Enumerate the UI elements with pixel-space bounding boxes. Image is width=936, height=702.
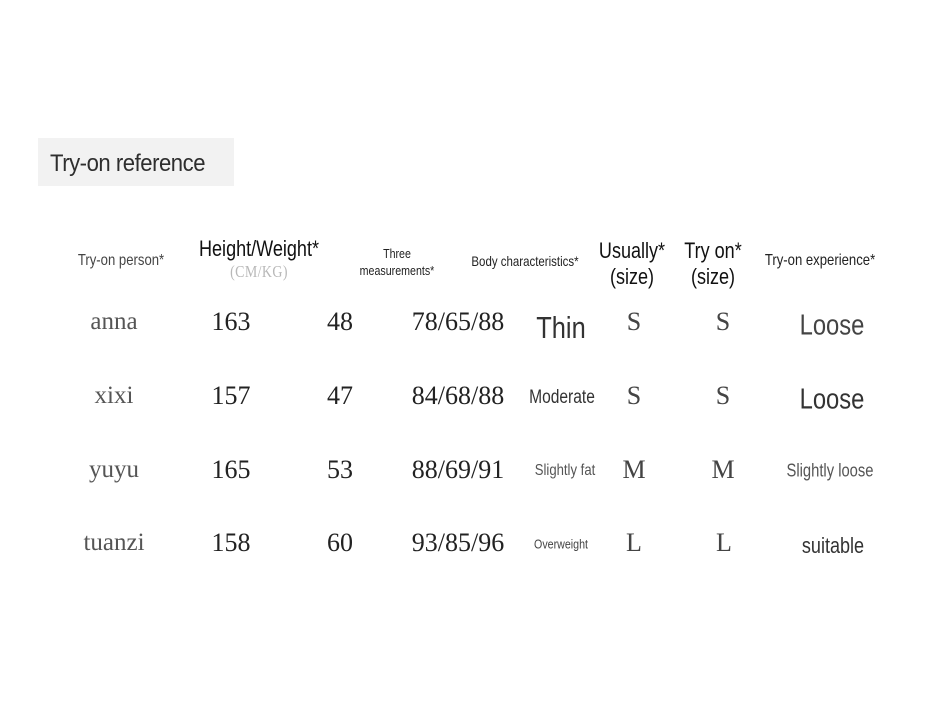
cell-experience: Loose [799, 309, 865, 342]
cell-measurements: 93/85/96 [411, 528, 505, 557]
cell-measurements: 84/68/88 [411, 381, 505, 410]
header-body-characteristics-label: Body characteristics* [471, 253, 579, 269]
header-try-on-person-label: Try-on person* [77, 252, 165, 269]
header-usually-size [599, 238, 665, 290]
header-height-weight-unit: (CM/KG) [230, 262, 288, 281]
header-try-on-size [684, 238, 741, 290]
cell-try-on-size: S [715, 307, 731, 336]
cell-name: xixi [94, 382, 134, 409]
header-try-on-experience [765, 252, 875, 270]
header-try-on-line1: Try on* [684, 238, 742, 263]
cell-weight: 53 [327, 455, 353, 484]
cell-body: Moderate [529, 387, 595, 408]
header-usually-line2: (size) [609, 264, 655, 289]
header-try-on-person [78, 252, 164, 270]
cell-measurements: 88/69/91 [411, 455, 505, 484]
header-height-weight-label: Height/Weight* [198, 236, 320, 261]
cell-experience: Slightly loose [786, 460, 874, 481]
cell-name: tuanzi [83, 529, 145, 556]
cell-height: 165 [211, 455, 251, 484]
cell-try-on-size: S [715, 381, 731, 410]
cell-body: Overweight [534, 536, 588, 552]
cell-body: Thin [536, 310, 586, 345]
cell-measurements: 78/65/88 [411, 307, 505, 336]
cell-try-on-size: L [716, 528, 732, 557]
cell-body: Slightly fat [534, 462, 596, 479]
cell-weight: 60 [327, 528, 353, 557]
cell-name: yuyu [89, 456, 139, 483]
header-three-measurements [360, 245, 435, 279]
cell-weight: 48 [327, 307, 353, 336]
header-three-line2: measurements* [359, 263, 435, 278]
cell-usually-size: S [626, 381, 642, 410]
cell-height: 158 [211, 528, 251, 557]
header-body-characteristics [471, 253, 578, 269]
cell-height: 163 [211, 307, 251, 336]
page-title: Try-on reference [50, 150, 206, 177]
header-three-line1: Three [383, 246, 411, 261]
cell-try-on-size: M [711, 455, 735, 484]
header-try-on-experience-label: Try-on experience* [764, 252, 876, 269]
cell-experience: suitable [801, 533, 865, 558]
header-try-on-line2: (size) [690, 264, 736, 289]
header-height-weight [199, 236, 319, 282]
cell-usually-size: L [626, 528, 642, 557]
header-usually-line1: Usually* [598, 238, 666, 263]
cell-usually-size: S [626, 307, 642, 336]
cell-height: 157 [211, 381, 251, 410]
cell-name: anna [90, 308, 138, 335]
cell-weight: 47 [327, 381, 353, 410]
cell-usually-size: M [622, 455, 646, 484]
cell-experience: Loose [799, 383, 865, 416]
